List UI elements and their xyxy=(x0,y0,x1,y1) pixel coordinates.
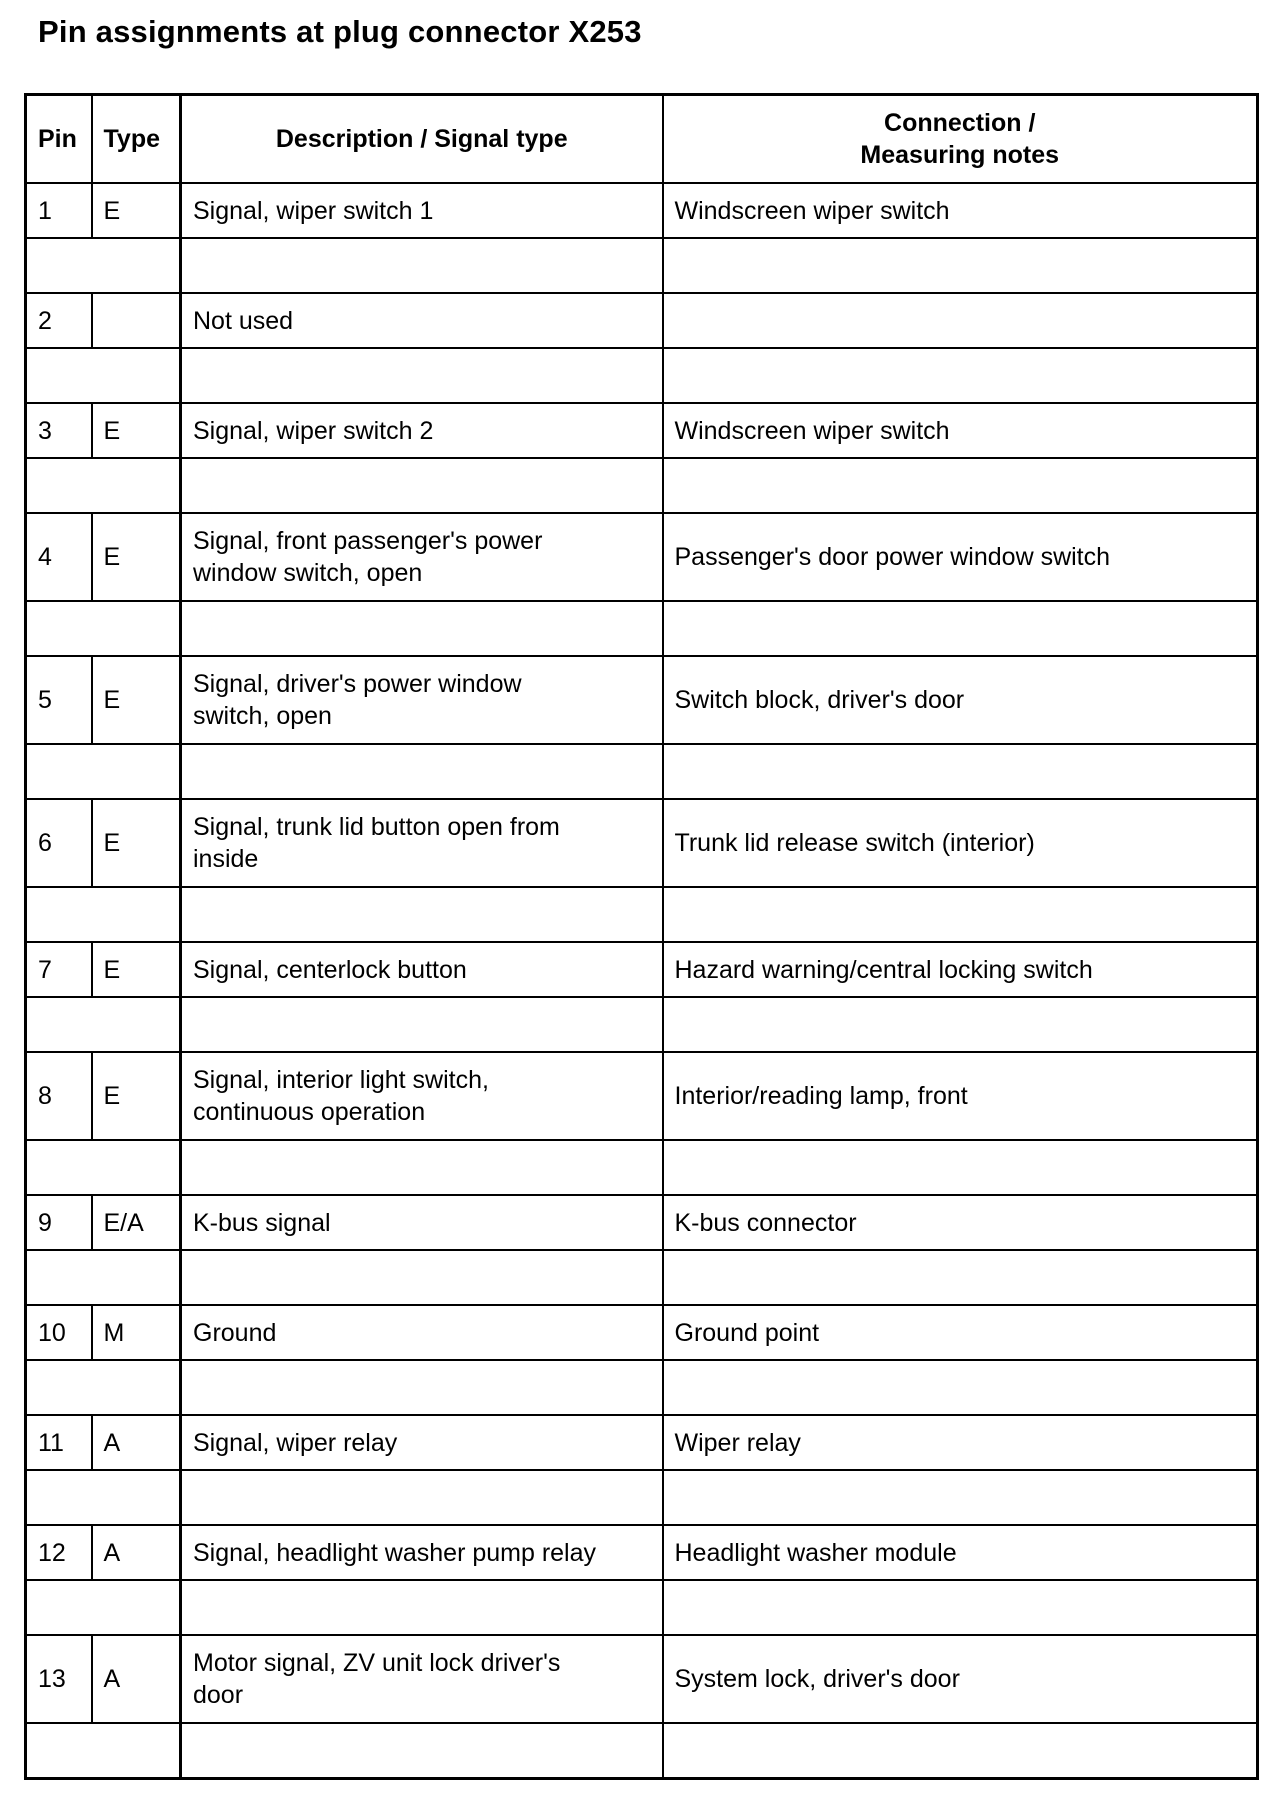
table-header-row xyxy=(26,95,1258,184)
type-cell: A xyxy=(92,1415,181,1470)
type-cell: E xyxy=(92,942,181,997)
table-row xyxy=(26,1525,1258,1580)
type-cell: E xyxy=(92,656,181,744)
table-row xyxy=(26,799,1258,887)
description-line: Signal, trunk lid button open from xyxy=(193,813,560,841)
spacer-row xyxy=(26,1140,1258,1195)
description-cell: Signal, wiper switch 1 xyxy=(181,183,663,238)
description-line: door xyxy=(193,1681,244,1709)
spacer-row xyxy=(26,238,1258,293)
pin-cell: 9 xyxy=(26,1195,92,1250)
page-title: Pin assignments at plug connector X253 xyxy=(38,14,642,49)
spacer-row xyxy=(26,997,1258,1052)
connection-cell: Ground point xyxy=(663,1305,1258,1360)
description-cell xyxy=(181,799,663,887)
pin-cell: 6 xyxy=(26,799,92,887)
description-cell: Signal, centerlock button xyxy=(181,942,663,997)
description-cell xyxy=(181,513,663,601)
type-cell: E xyxy=(92,403,181,458)
connection-cell: Trunk lid release switch (interior) xyxy=(663,799,1258,887)
table-row xyxy=(26,183,1258,238)
column-header-connection-line1: Connection / xyxy=(884,109,1036,137)
spacer-row xyxy=(26,1250,1258,1305)
spacer-row xyxy=(26,1470,1258,1525)
description-cell: Signal, headlight washer pump relay xyxy=(181,1525,663,1580)
connection-cell: Hazard warning/central locking switch xyxy=(663,942,1258,997)
description-line: switch, open xyxy=(193,702,332,730)
table-row xyxy=(26,1415,1258,1470)
pin-cell: 5 xyxy=(26,656,92,744)
table-row xyxy=(26,403,1258,458)
table-row xyxy=(26,1305,1258,1360)
pin-cell: 7 xyxy=(26,942,92,997)
pin-cell: 1 xyxy=(26,183,92,238)
description-cell xyxy=(181,1635,663,1723)
table-row xyxy=(26,1195,1258,1250)
type-cell: A xyxy=(92,1635,181,1723)
pin-cell: 10 xyxy=(26,1305,92,1360)
pin-cell: 2 xyxy=(26,293,92,348)
connection-cell xyxy=(663,293,1258,348)
table-row xyxy=(26,293,1258,348)
connection-cell: Switch block, driver's door xyxy=(663,656,1258,744)
connection-cell: K-bus connector xyxy=(663,1195,1258,1250)
spacer-row xyxy=(26,458,1258,513)
spacer-row xyxy=(26,601,1258,656)
spacer-row xyxy=(26,887,1258,942)
type-cell: E xyxy=(92,1052,181,1140)
description-line: Signal, interior light switch, xyxy=(193,1066,489,1094)
description-line: window switch, open xyxy=(193,559,423,587)
pin-cell: 12 xyxy=(26,1525,92,1580)
description-line: Signal, front passenger's power xyxy=(193,527,543,555)
pin-assignment-table xyxy=(24,93,1259,1780)
pin-cell: 8 xyxy=(26,1052,92,1140)
column-header-connection xyxy=(663,95,1258,184)
description-cell: Signal, wiper relay xyxy=(181,1415,663,1470)
table-row xyxy=(26,942,1258,997)
pin-cell: 4 xyxy=(26,513,92,601)
connection-cell: Headlight washer module xyxy=(663,1525,1258,1580)
description-line: Motor signal, ZV unit lock driver's xyxy=(193,1649,561,1677)
description-cell xyxy=(181,656,663,744)
type-cell: A xyxy=(92,1525,181,1580)
type-cell: E xyxy=(92,799,181,887)
description-line: inside xyxy=(193,845,259,873)
description-cell: Signal, wiper switch 2 xyxy=(181,403,663,458)
column-header-type: Type xyxy=(92,95,181,184)
table-row xyxy=(26,513,1258,601)
description-cell: K-bus signal xyxy=(181,1195,663,1250)
pin-cell: 3 xyxy=(26,403,92,458)
description-cell: Not used xyxy=(181,293,663,348)
column-header-pin: Pin xyxy=(26,95,92,184)
type-cell: E xyxy=(92,183,181,238)
table-row xyxy=(26,656,1258,744)
column-header-description: Description / Signal type xyxy=(181,95,663,184)
pin-cell: 11 xyxy=(26,1415,92,1470)
type-cell: E xyxy=(92,513,181,601)
description-line: Signal, driver's power window xyxy=(193,670,522,698)
description-cell: Ground xyxy=(181,1305,663,1360)
column-header-connection-line2: Measuring notes xyxy=(860,141,1060,169)
spacer-row xyxy=(26,744,1258,799)
spacer-row xyxy=(26,1580,1258,1635)
connection-cell: Passenger's door power window switch xyxy=(663,513,1258,601)
spacer-row xyxy=(26,1723,1258,1779)
description-line: continuous operation xyxy=(193,1098,426,1126)
table-row xyxy=(26,1635,1258,1723)
connection-cell: Windscreen wiper switch xyxy=(663,183,1258,238)
type-cell xyxy=(92,293,181,348)
connection-cell: Wiper relay xyxy=(663,1415,1258,1470)
description-cell xyxy=(181,1052,663,1140)
connection-cell: Windscreen wiper switch xyxy=(663,403,1258,458)
connection-cell: Interior/reading lamp, front xyxy=(663,1052,1258,1140)
connection-cell: System lock, driver's door xyxy=(663,1635,1258,1723)
type-cell: E/A xyxy=(92,1195,181,1250)
pin-cell: 13 xyxy=(26,1635,92,1723)
spacer-row xyxy=(26,1360,1258,1415)
spacer-row xyxy=(26,348,1258,403)
type-cell: M xyxy=(92,1305,181,1360)
table-row xyxy=(26,1052,1258,1140)
